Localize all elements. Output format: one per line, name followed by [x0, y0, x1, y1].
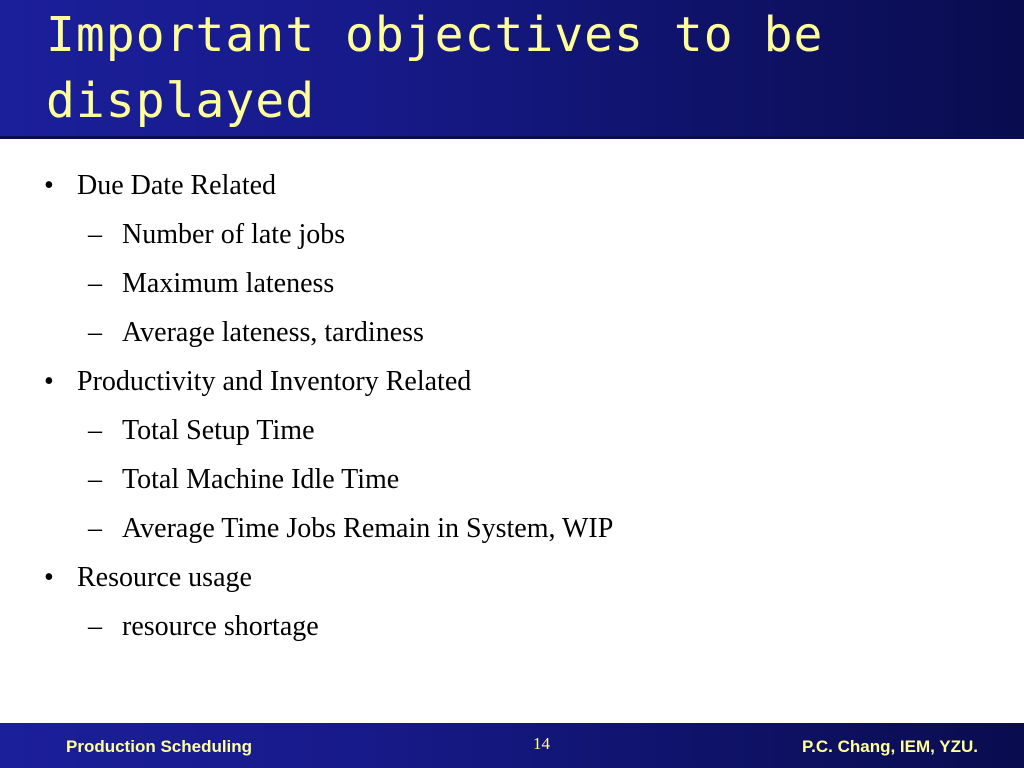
sub-bullet-text: Total Machine Idle Time — [122, 464, 400, 495]
sub-bullet-text: Maximum lateness — [122, 268, 335, 299]
sub-bullet-item — [0, 601, 1024, 650]
sub-bullet-item — [0, 503, 1024, 552]
page-number: 14 — [533, 734, 550, 753]
sub-bullet-text: Average Time Jobs Remain in System, WIP — [122, 513, 614, 544]
bullet-text: Productivity and Inventory Related — [77, 366, 472, 397]
dash-marker: – — [88, 464, 102, 495]
sub-bullet-item — [0, 454, 1024, 503]
dash-marker: – — [88, 268, 102, 299]
dash-marker: – — [88, 513, 102, 544]
sub-bullet-item — [0, 405, 1024, 454]
dash-marker: – — [88, 317, 102, 348]
bullet-marker: • — [44, 562, 54, 593]
sub-bullet-item — [0, 209, 1024, 258]
bullet-item — [0, 160, 1024, 209]
bullet-list — [0, 160, 1024, 650]
sub-bullet-text: resource shortage — [122, 611, 319, 642]
slide-title: Important objectives to be displayed — [46, 7, 824, 129]
bullet-marker: • — [44, 366, 54, 397]
footer-course-title: Production Scheduling — [66, 737, 253, 756]
title-divider — [0, 136, 1024, 139]
sub-bullet-text: Average lateness, tardiness — [122, 317, 424, 348]
sub-bullet-text: Total Setup Time — [122, 415, 315, 446]
bullet-text: Resource usage — [77, 562, 252, 593]
sub-bullet-item — [0, 258, 1024, 307]
sub-bullet-item — [0, 307, 1024, 356]
bullet-text: Due Date Related — [77, 170, 277, 201]
sub-bullet-text: Number of late jobs — [122, 219, 346, 250]
dash-marker: – — [88, 415, 102, 446]
bullet-item — [0, 356, 1024, 405]
footer-author: P.C. Chang, IEM, YZU. — [801, 737, 978, 756]
bullet-marker: • — [44, 170, 54, 201]
dash-marker: – — [88, 611, 102, 642]
bullet-item — [0, 552, 1024, 601]
dash-marker: – — [88, 219, 102, 250]
